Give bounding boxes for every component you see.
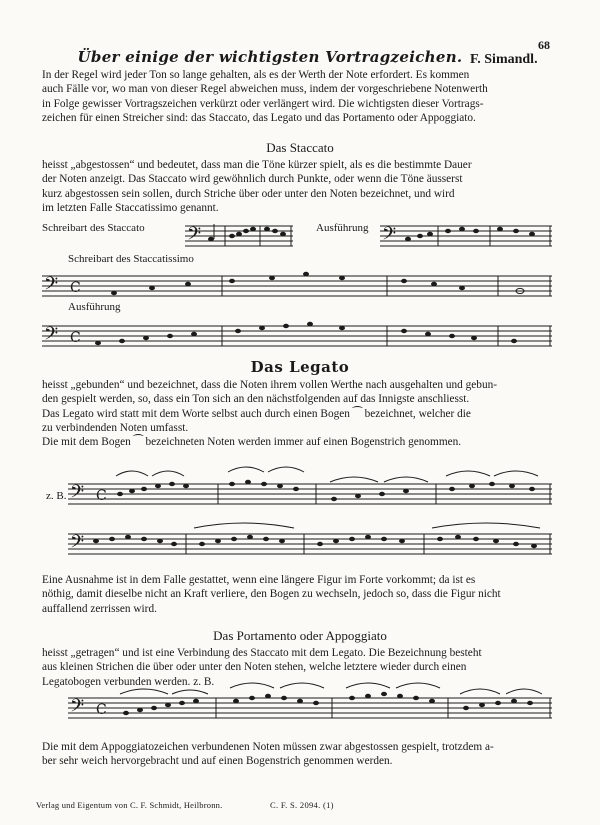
staccato-line: kurz abgestossen sein sollen, durch Striche über oder unter den Noten bezeichnet, und wird xyxy=(42,187,455,200)
portamento-after-paragraph xyxy=(42,740,554,769)
notes xyxy=(95,322,517,345)
legato-line: heisst „gebunden“ und bezeichnet, dass die Noten ihrem vollen Werthe nach ausgehalten und gebun- xyxy=(42,379,498,391)
intro-line: auch Fälle vor, wo man von dieser Regel abweichen muss, indem der vorgeschriebene Notenwerth xyxy=(42,83,488,96)
staff-legato-1 xyxy=(68,462,554,512)
slurs xyxy=(194,523,540,528)
legato-heading: Das Legato xyxy=(250,358,350,376)
intro-line: zeichen für einen Streicher sind: das Staccato, das Legato und das Portamento oder Appoggiato. xyxy=(42,111,476,124)
intro-paragraph xyxy=(42,68,554,125)
bass-clef-icon: 𝄢 xyxy=(44,274,59,299)
plate-number: C. F. S. 2094. (1) xyxy=(270,800,334,810)
slurs xyxy=(120,683,542,694)
label-staccato-execution: Ausführung xyxy=(316,222,369,234)
intro-line: in Folge gewisser Vortragszeichen verkürzt oder verlängert wird. Die wichtigsten dieser Vortrags- xyxy=(42,97,484,110)
label-execution-2: Ausführung xyxy=(68,301,121,313)
portamento-after-line: ber sehr weich hervorgebracht und auf einen Bogenstrich genommen werden. xyxy=(42,755,393,768)
staccato-heading: Das Staccato xyxy=(266,140,334,155)
page-title-text: Über einige der wichtigsten Vortragzeichen. xyxy=(77,48,463,66)
bass-clef-icon: 𝄢 xyxy=(382,224,397,249)
bass-clef-icon: 𝄢 xyxy=(44,324,59,349)
common-time-icon: C xyxy=(70,280,81,296)
label-staccatissimo: Schreibart des Staccatissimo xyxy=(68,253,194,265)
staccato-paragraph xyxy=(42,158,554,215)
notes xyxy=(208,224,286,241)
staccato-line: der Noten anzeigt. Das Staccato wird gewöhnlich durch Punkte, oder wenn die Töne äusserst xyxy=(42,173,463,186)
slurs xyxy=(116,467,538,482)
staff-legato-2 xyxy=(68,518,554,562)
legato-after-line: nöthig, damit dieselbe nicht an Kraft verliere, den Bogen zu wechseln, jedoch so, dass die Figur nicht xyxy=(42,588,501,601)
legato-after-paragraph xyxy=(42,573,554,616)
portamento-line: aus kleinen Strichen die über oder unter den Noten stehen, welche letztere wieder durch einen xyxy=(42,661,467,674)
common-time-icon: C xyxy=(96,702,107,718)
portamento-line: heisst „getragen“ und ist eine Verbindung des Staccato mit dem Legato. Die Bezeichnung besteht xyxy=(42,647,482,659)
staff-staccatissimo-execution xyxy=(42,316,554,352)
staff-staccato-notation xyxy=(185,218,295,252)
bass-clef-icon: 𝄢 xyxy=(70,696,85,721)
portamento-heading: Das Portamento oder Appoggiato xyxy=(213,628,387,643)
staff-portamento xyxy=(68,682,554,726)
notes xyxy=(111,272,465,295)
legato-after-line: Eine Ausnahme ist in dem Falle gestattet, wenn eine längere Figur im Forte vorkommt; da ist es xyxy=(42,574,476,586)
common-time-icon: C xyxy=(70,330,81,346)
staff-staccatissimo xyxy=(42,266,554,302)
legato-line: den gespielt werden, so, dass ein Ton sich an den nächstfolgenden auf das Innigste anschliesst. xyxy=(42,393,470,406)
label-staccato-notation: Schreibart des Staccato xyxy=(42,222,145,234)
example-label: z. B. xyxy=(46,490,67,502)
common-time-icon: C xyxy=(96,488,107,504)
legato-line: Die mit dem Bogen ⁀ bezeichneten Noten werden immer auf einen Bogenstrich genommen. xyxy=(42,436,462,449)
legato-after-line: auffallend zerrissen wird. xyxy=(42,602,157,615)
publisher-note: Verlag und Eigentum von C. F. Schmidt, Heilbronn. xyxy=(36,800,223,810)
notes xyxy=(117,480,535,501)
notes xyxy=(93,535,537,548)
staff-staccato-execution xyxy=(380,218,555,252)
notes xyxy=(405,227,535,241)
bass-clef-icon: 𝄢 xyxy=(187,224,202,249)
intro-line: In der Regel wird jeder Ton so lange gehalten, als es der Werth der Note erfordert. Es kommen xyxy=(42,69,470,81)
author: F. Simandl. xyxy=(470,52,538,67)
legato-line: zu verbindenden Noten umfasst. xyxy=(42,421,189,434)
legato-line: Das Legato wird statt mit dem Worte selbst auch durch einen Bogen ⁀ bezeichnet, welcher die xyxy=(42,407,471,420)
bass-clef-icon: 𝄢 xyxy=(70,532,85,557)
staccato-line: im letzten Falle Staccatissimo genannt. xyxy=(42,201,219,214)
page-number: 68 xyxy=(538,38,550,52)
bass-clef-icon: 𝄢 xyxy=(70,482,85,507)
portamento-after-line: Die mit dem Appoggiatozeichen verbundenen Noten müssen zwar abgestossen gespielt, trotzdem a- xyxy=(42,741,494,753)
staccato-line: heisst „abgestossen“ und bedeutet, dass man die Töne kürzer spielt, als es die bestimmte Dauer xyxy=(42,159,472,171)
legato-paragraph xyxy=(42,378,554,449)
portamento-line: Legatobogen verbunden werden. z. B. xyxy=(42,675,215,688)
